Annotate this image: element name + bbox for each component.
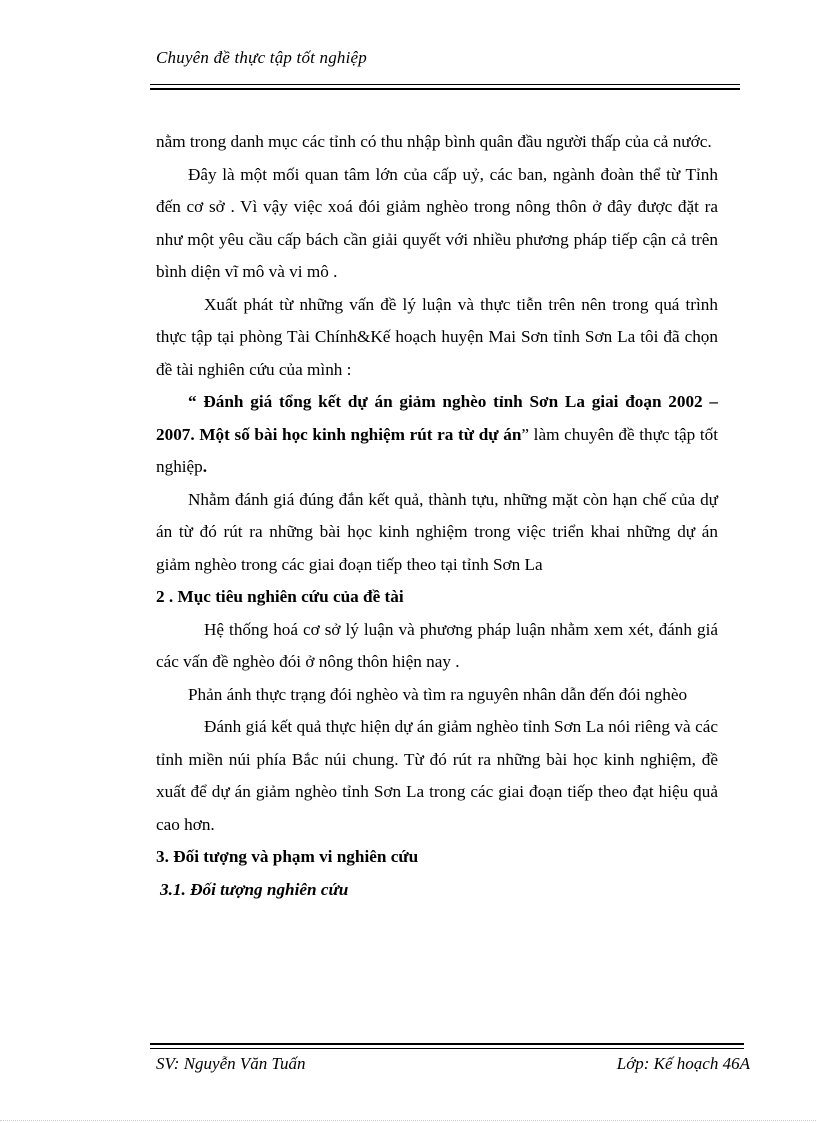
section-heading-2: 2 . Mục tiêu nghiên cứu của đề tài: [156, 587, 404, 606]
section-heading-3-1: 3.1. Đối tượng nghiên cứu: [160, 879, 349, 899]
footer-student-name: SV: Nguyễn Văn Tuấn: [156, 1054, 306, 1073]
paragraph-4-topic: [156, 386, 718, 484]
header-rule-thin: [150, 84, 740, 85]
document-body: [156, 126, 718, 906]
paragraph-8: Đánh giá kết quả thực hiện dự án giảm nghèo tỉnh Sơn La nói riêng và các tỉnh miền núi phía Bắc núi chung. Từ đó rút ra những bài học kinh nghiệm, đề xuất để dự án giảm nghèo tỉnh Sơn La trong các giai đoạn tiếp theo đạt hiệu quả cao hơn.: [156, 717, 718, 834]
header-title: Chuyên đề thực tập tốt nghiệp: [156, 48, 368, 67]
header-rule-thick: [150, 88, 740, 90]
section-heading-3: 3. Đối tượng và phạm vi nghiên cứu: [156, 847, 419, 866]
paragraph-7: Phản ánh thực trạng đói nghèo và tìm ra nguyên nhân dẫn đến đói nghèo: [188, 684, 688, 704]
footer-rule-thick: [150, 1043, 744, 1045]
footer-rule-thin: [150, 1048, 744, 1049]
topic-suffix: ” làm chuyên đề thực tập tốt nghiệp: [156, 424, 718, 476]
paragraph-6: Hệ thống hoá cơ sở lý luận và phương pháp luận nhằm xem xét, đánh giá các vấn đề nghèo đói ở nông thôn hiện nay .: [156, 619, 718, 671]
topic-title: “ Đánh giá tổng kết dự án giảm nghèo tỉnh Sơn La giai đoạn 2002 – 2007. Một số bài học kinh nghiệm rút ra từ dự án: [156, 392, 718, 444]
footer-class-name: Lớp: Kế hoạch 46A: [616, 1054, 750, 1073]
paragraph-3: Xuất phát từ những vấn đề lý luận và thực tiễn trên nên trong quá trình thực tập tại phòng Tài Chính&Kế hoạch huyện Mai Sơn tỉnh Sơn La tôi đã chọn đề tài nghiên cứu của mình :: [156, 294, 718, 379]
topic-end: .: [202, 457, 208, 476]
page-bottom-border: [0, 1120, 816, 1121]
paragraph-5: Nhằm đánh giá đúng đắn kết quả, thành tựu, những mặt còn hạn chế của dự án từ đó rút ra những bài học kinh nghiệm trong việc triển khai những dự án giảm nghèo trong các giai đoạn tiếp theo tại tỉnh Sơn La: [156, 489, 718, 574]
paragraph-2: Đây là một mối quan tâm lớn của cấp uỷ, các ban, ngành đoàn thể từ Tỉnh đến cơ sở . Vì vậy việc xoá đói giảm nghèo trong nông thôn ở đây được đặt ra như một yêu cầu cấp bách cần giải quyết với nhiều phương pháp tiếp cận cả trên bình diện vĩ mô và vi mô .: [156, 164, 718, 281]
paragraph-1: nằm trong danh mục các tỉnh có thu nhập bình quân đầu người thấp của cả nước.: [156, 132, 712, 151]
